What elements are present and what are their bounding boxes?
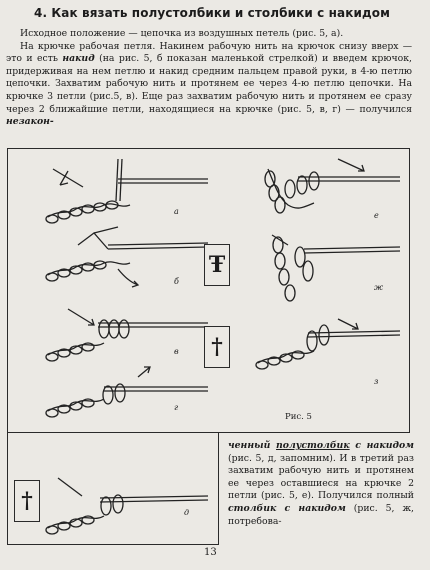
label-zh: ж — [374, 283, 384, 292]
symbol-treble: † — [204, 326, 230, 368]
term-nakid: накид — [62, 53, 95, 65]
illustration-d-panel — [7, 432, 219, 545]
continuation-run: (рис. 5, ж, потребова- — [228, 502, 414, 527]
illustration-g — [46, 367, 208, 417]
intro-text-run: (на рис. 5, б показан маленькой стрелкой) и введем крючок, придерживая на нем петлю и накид средним пальцем правой руки, в 4-ю петлю цепочки. Захватим рабочую нить и протянем ее через 4-ю петлю цепочки. На крючке 3 петли (рис.5, в). Еще раз захватим рабочую нить и протянем ее сразу через 2 ближайшие петли, находящиеся на крючке (рис. 5, в, г) — получился — [6, 53, 412, 115]
continuation-text — [228, 440, 414, 528]
label-b: б — [174, 277, 179, 286]
figure-caption: Рис. 5 — [285, 412, 312, 422]
intro-text — [6, 28, 412, 129]
illustration-v — [46, 309, 208, 361]
term-polustolbik: полустолбик — [276, 440, 350, 451]
illustration-a — [46, 159, 208, 223]
intro-paragraph-1: Исходное положение — цепочка из воздушных петель (рис. 5, а). — [20, 28, 344, 39]
continuation-paragraph — [228, 440, 414, 528]
crochet-illustrations — [8, 149, 409, 432]
label-e: е — [374, 211, 379, 220]
label-z: з — [374, 377, 379, 386]
term-stolbik: столбик с накидом — [228, 502, 346, 514]
intro-text-run: На крючке рабочая петля. Накинем рабочую нить на крючок снизу вверх — это и есть — [6, 40, 412, 65]
symbol-half-treble: Ŧ — [204, 244, 230, 286]
label-v: в — [174, 347, 179, 356]
label-a: а — [174, 207, 179, 216]
label-g: г — [174, 403, 179, 412]
figure-5 — [7, 148, 410, 433]
term-run: ченный — [228, 440, 277, 451]
illustration-e — [265, 159, 400, 213]
term-run: с накидом — [349, 440, 414, 451]
illustration-b — [46, 227, 208, 287]
intro-paragraph-2 — [6, 41, 412, 129]
term-nezakon: незакон- — [6, 116, 54, 128]
illustration-z — [256, 319, 400, 369]
continuation-run: (рис. 5, д, запомним). И в третий раз захватим рабочую нить и протянем ее через оставшиеся на крючке 2 петли (рис. 5, е). Получился полный — [228, 452, 414, 502]
label-d: д — [184, 508, 190, 517]
section-title: 4. Как вязать полустолбики и столбики с накидом — [34, 6, 391, 20]
page-number: 13 — [204, 547, 217, 558]
symbol-half-treble-d: † — [14, 480, 40, 522]
